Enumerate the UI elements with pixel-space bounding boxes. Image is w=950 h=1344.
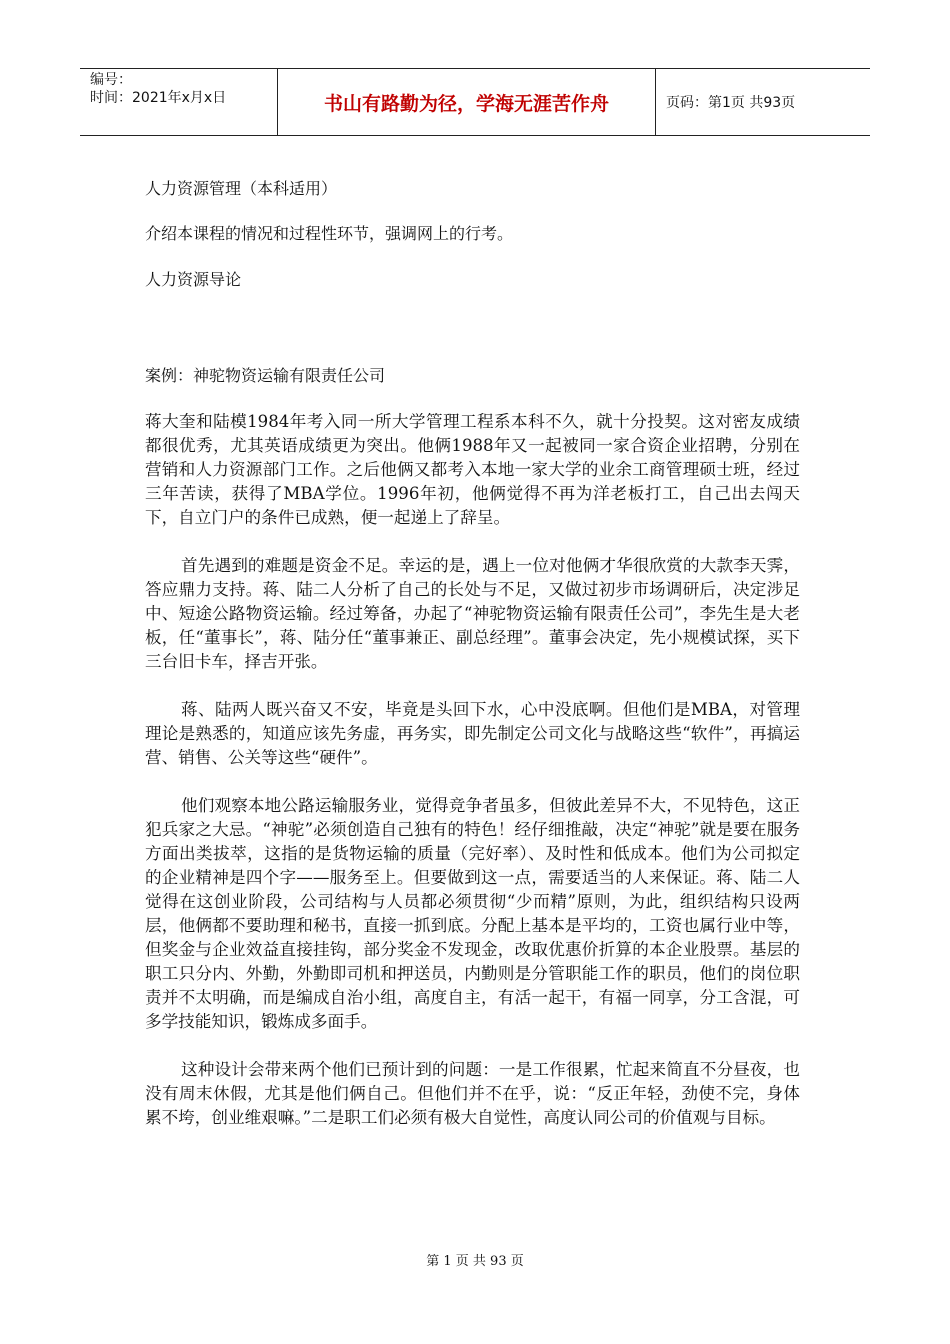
paragraph-3: 蒋、陆两人既兴奋又不安，毕竟是头回下水，心中没底啊。但他们是MBA，对管理理论是熟悉的，知道应该先务虚，再务实，即先制定公司文化与战略这些“软件”，再搞运营、销售、公关等这些“硬件”。 — [145, 700, 800, 767]
page-header — [80, 68, 870, 136]
paragraph-4: 他们观察本地公路运输服务业，觉得竞争者虽多，但彼此差异不大，不见特色，这正犯兵家之大忌。“神驼”必须创造自己独有的特色！经仔细推敲，决定“神驼”就是要在服务方面出类拔萃，这指的是货物运输的质量（完好率）、及时性和低成本。他们为公司拟定的企业精神是四个字——服务至上。但要做到这一点，需要适当的人来保证。蒋、陆二人觉得在这创业阶段，公司结构与人员都必须贯彻“少而精”原则，为此，组织结构只设两层，他俩都不要助理和秘书，直接一抓到底。分配上基本是平均的，工资也属行业中等，但奖金与企业效益直接挂钩，部分奖金不发现金，改取优惠价折算的本企业股票。基层的职工只分内、外勤，外勤即司机和押送员，内勤则是分管职能工作的职员，他们的岗位职责并不太明确，而是编成自治小组，高度自主，有活一起干，有福一同享，分工含混，可多学技能知识，锻炼成多面手。 — [145, 796, 800, 1031]
course-title: 人力资源管理（本科适用） — [145, 179, 338, 198]
case-body — [145, 410, 800, 1154]
paragraph-2: 首先遇到的难题是资金不足。幸运的是，遇上一位对他俩才华很欣赏的大款李天霁，答应鼎力支持。蒋、陆二人分析了自己的长处与不足，又做过初步市场调研后，决定涉足中、短途公路物资运输。经过筹备，办起了“神驼物资运输有限责任公司”，李先生是大老板，任“董事长”，蒋、陆分任“董事兼正、副总经理”。董事会决定，先小规模试探，买下三台旧卡车，择吉开张。 — [145, 556, 800, 671]
course-intro: 介绍本课程的情况和过程性环节，强调网上的行考。 — [145, 224, 514, 243]
chapter-title: 人力资源导论 — [145, 270, 242, 289]
header-page-info: 页码：第1页 共93页 — [666, 95, 796, 111]
case-title: 案例：神驼物资运输有限责任公司 — [145, 366, 386, 385]
document-date: 时间：2021年x月x日 — [90, 90, 227, 106]
page-footer: 第 1 页 共 93 页 — [426, 1254, 524, 1269]
header-motto: 书山有路勤为径，学海无涯苦作舟 — [277, 69, 656, 135]
document-number-label: 编号： — [90, 72, 132, 88]
paragraph-5: 这种设计会带来两个他们已预计到的问题：一是工作很累，忙起来简直不分昼夜，也没有周末休假，尤其是他们俩自己。但他们并不在乎，说：“反正年轻，劲使不完，身体累不垮，创业维艰嘛。”二是职工们必须有极大自觉性，高度认同公司的价值观与目标。 — [145, 1060, 800, 1127]
paragraph-1: 蒋大奎和陆模1984年考入同一所大学管理工程系本科不久，就十分投契。这对密友成绩都很优秀，尤其英语成绩更为突出。他俩1988年又一起被同一家合资企业招聘，分别在营销和人力资源部门工作。之后他俩又都考入本地一家大学的业余工商管理硕士班，经过三年苦读，获得了MBA学位。1996年初，他俩觉得不再为洋老板打工，自己出去闯天下，自立门户的条件已成熟，便一起递上了辞呈。 — [145, 412, 800, 527]
header-meta — [80, 69, 277, 135]
